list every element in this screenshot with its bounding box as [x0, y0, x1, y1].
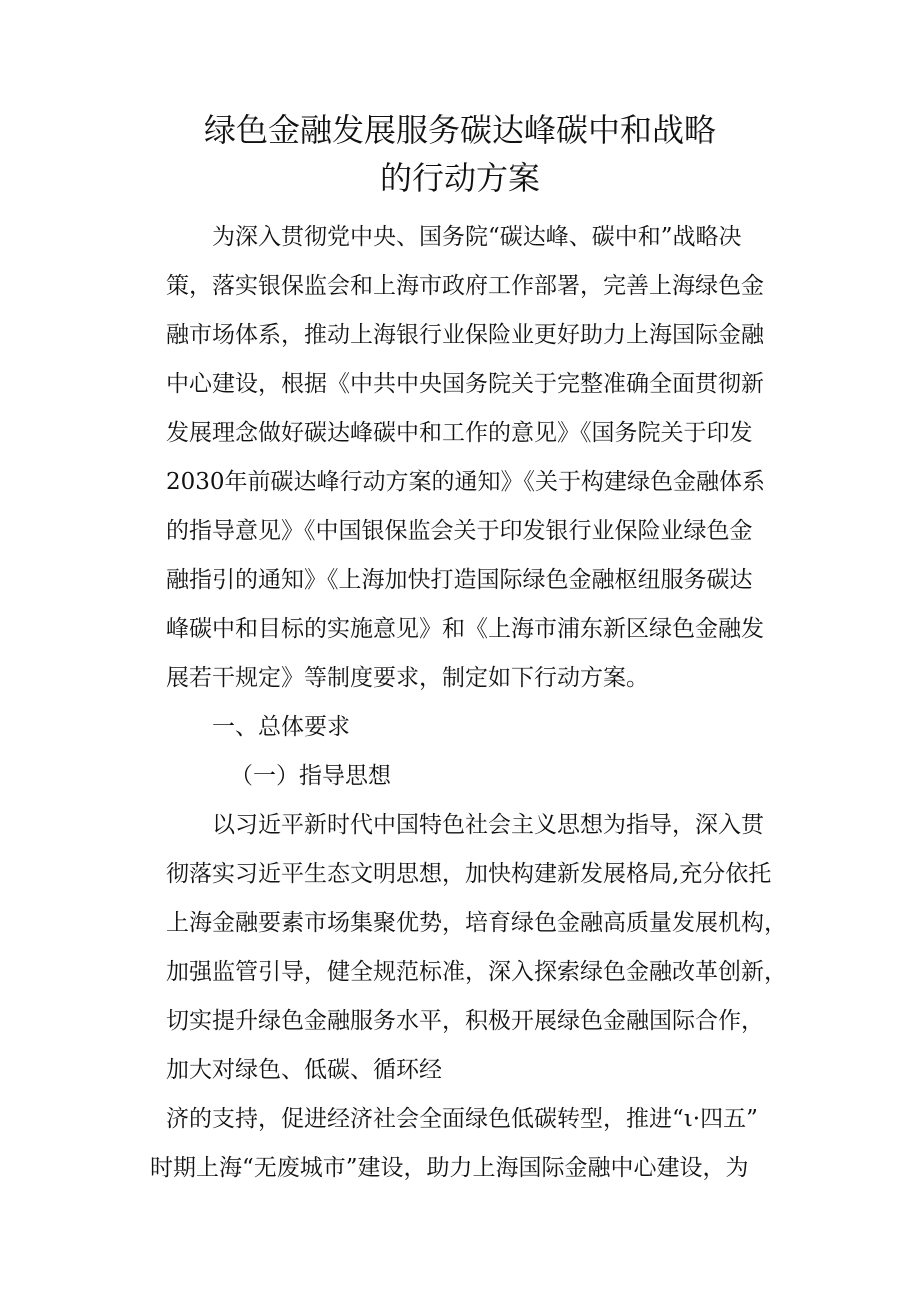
- paragraph-2-line-6: 加大对绿色、低碳、循环经: [166, 1057, 442, 1083]
- paragraph-1-line-5: 发展理念做好碳达峰碳中和工作的意见》《国务院关于印发: [166, 420, 753, 446]
- paragraph-1-line-2: 策，落实银保监会和上海市政府工作部署，完善上海绿色金: [166, 273, 764, 299]
- paragraph-1-line-4: 中心建设，根据《中共中央国务院关于完整准确全面贯彻新: [166, 371, 764, 397]
- section-heading-1: 一、总体要求: [212, 714, 350, 740]
- paragraph-2-line-3: 上海金融要素市场集聚优势，培育绿色金融高质量发展机构，: [166, 910, 787, 936]
- paragraph-1-line-8: 融指引的通知》《上海加快打造国际绿色金融枢纽服务碳达: [166, 567, 753, 593]
- document-title-line-2: 的行动方案: [379, 159, 540, 197]
- paragraph-2-line-1: 以习近平新时代中国特色社会主义思想为指导，深入贯: [212, 812, 764, 838]
- paragraph-1-line-7: 的指导意见》《中国银保监会关于印发银行业保险业绿色金: [166, 518, 753, 544]
- paragraph-1-line-1: 为深入贯彻党中央、国务院“碳达峰、碳中和”战略决: [212, 224, 742, 250]
- paragraph-2-line-5: 切实提升绿色金融服务水平，积极开展绿色金融国际合作，: [166, 1008, 764, 1034]
- paragraph-2-line-4: 加强监管引导，健全规范标准，深入探索绿色金融改革创新，: [166, 959, 787, 985]
- document-title-line-1: 绿色金融发展服务碳达峰碳中和战略: [203, 111, 716, 149]
- paragraph-2-line-2: 彻落实习近平生态文明思想，加快构建新发展格局,充分依托: [166, 861, 772, 887]
- section-heading-2: （一）指导思想: [230, 763, 391, 789]
- paragraph-2-line-8: 时期上海“无废城市”建设，助力上海国际金融中心建设，为: [150, 1155, 749, 1181]
- paragraph-1-line-10: 展若干规定》等制度要求，制定如下行动方案。: [166, 665, 649, 691]
- paragraph-2-line-7: 济的支持，促进经济社会全面绿色低碳转型，推进“ι·四五”: [166, 1106, 758, 1132]
- paragraph-1-line-3: 融市场体系，推动上海银行业保险业更好助力上海国际金融: [166, 322, 764, 348]
- paragraph-1-line-6: 2030年前碳达峰行动方案的通知》《关于构建绿色金融体系: [166, 469, 766, 495]
- paragraph-1-line-9: 峰碳中和目标的实施意见》和《上海市浦东新区绿色金融发: [166, 616, 764, 642]
